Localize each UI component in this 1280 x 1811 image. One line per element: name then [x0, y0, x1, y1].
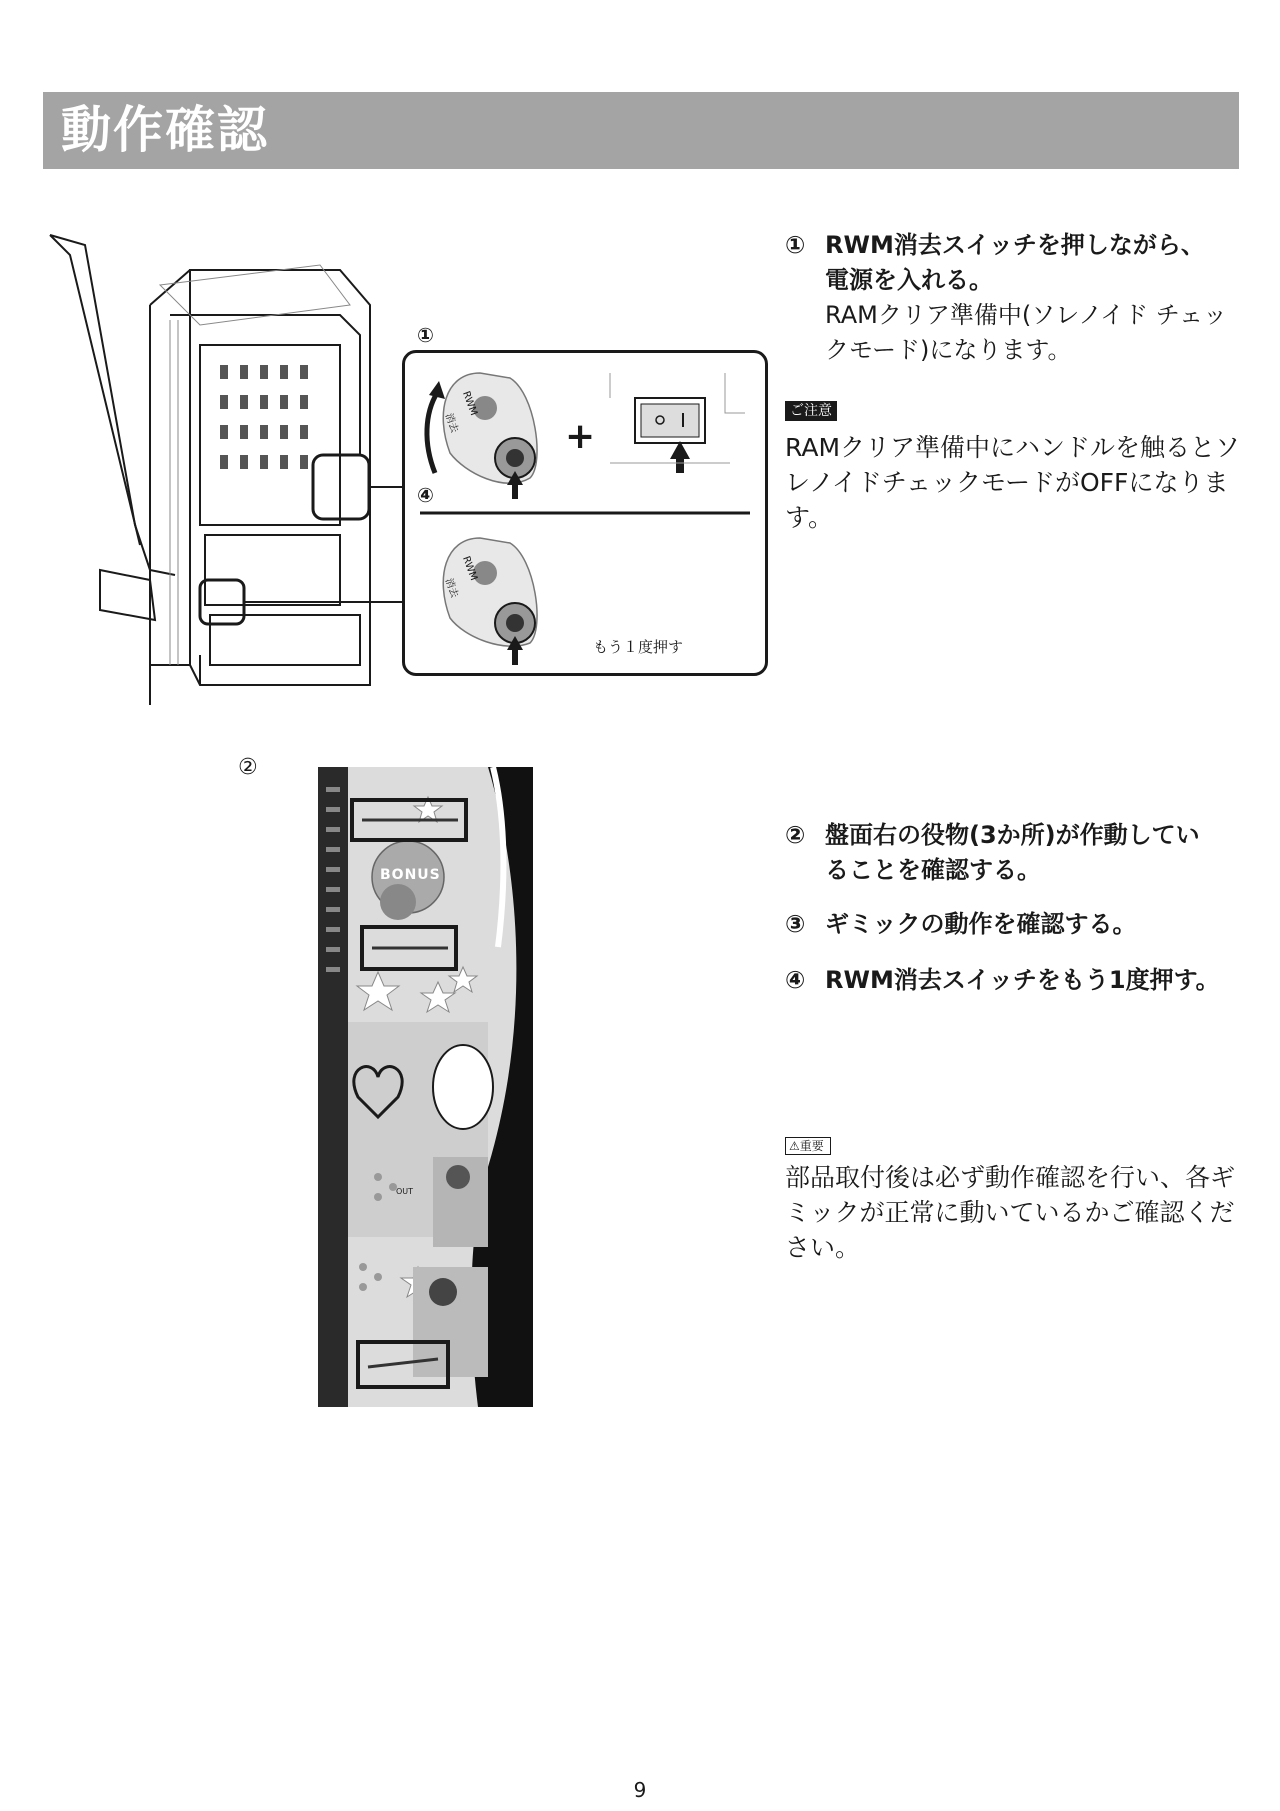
step-1 [785, 228, 1255, 364]
rwm-switch-highlight [200, 580, 244, 624]
page-number: 9 [633, 1778, 647, 1802]
step-3-text: ギミックの動作を確認する。 [825, 910, 1137, 938]
erase-label-bottom: 消去 [442, 576, 460, 600]
step-1-description: RAMクリア準備中(ソレノイド チェックモード)になります。 [825, 301, 1227, 364]
title-bar [43, 92, 1239, 169]
playfield-photo [318, 767, 533, 1407]
speech-bubble [433, 1045, 493, 1129]
step-2-text-line2: ることを確認する。 [825, 856, 1041, 884]
rwm-label-bottom: RWM [460, 554, 479, 583]
curved-arrow-icon [427, 393, 437, 473]
step-2 [785, 818, 1255, 898]
marker-step-2: ② [238, 755, 258, 780]
important-text: 部品取付後は必ず動作確認を行い、各ギミックが正常に動いているかご確認ください。 [785, 1163, 1236, 1262]
bonus-label: BONUS [380, 867, 441, 883]
step-3-number: ③ [785, 910, 806, 938]
step-1-number: ① [785, 231, 806, 259]
step-4 [785, 963, 1255, 1003]
marker-step-4: ④ [417, 483, 434, 507]
step-1-instruction-line2: 電源を入れる。 [825, 266, 993, 294]
step-2-text-line1: 盤面右の役物(3か所)が作動してい [825, 821, 1200, 849]
step-1-instruction-line1: RWM消去スイッチを押しながら、 [825, 231, 1205, 259]
step-3 [785, 907, 1255, 947]
plus-sign: + [565, 416, 596, 457]
marker-step-1: ① [417, 323, 434, 347]
step-4-number: ④ [785, 966, 806, 994]
out-label: OUT [396, 1187, 414, 1196]
caution-label: ご注意 [785, 400, 837, 421]
machine-door-frame [50, 235, 175, 575]
erase-label-top: 消去 [442, 411, 460, 435]
press-again-label: もう１度押す [593, 638, 684, 656]
page-title: 動作確認 [61, 101, 269, 159]
caution-text: RAMクリア準備中にハンドルを触るとソレノイドチェックモードがOFFになります。 [785, 433, 1241, 532]
warning-icon: ⚠ [789, 1139, 800, 1153]
step-4-text: RWM消去スイッチをもう1度押す。 [825, 966, 1220, 994]
important-label: ⚠重要 [785, 1135, 831, 1155]
rwm-label-top: RWM [460, 389, 479, 418]
callout-box [402, 323, 768, 676]
step-2-number: ② [785, 821, 806, 849]
